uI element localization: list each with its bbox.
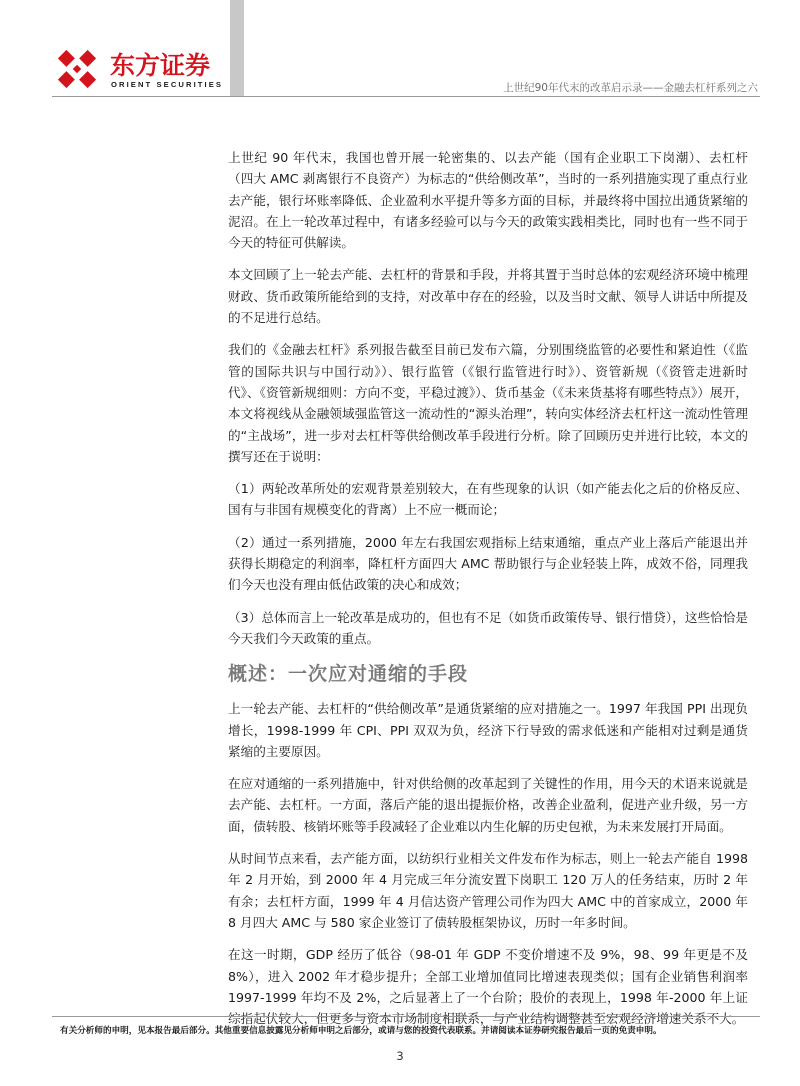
intro-paragraph: 我们的《金融去杠杆》系列报告截至目前已发布六篇，分别围绕监管的必要性和紧迫性（《监管的国际共识与中国行动》）、银行监管（《银行监管进行时》）、资管新规（《资管走进新时代》、《资管新规细则：方向不变，平稳过渡》）、货币基金（《未来货基将有哪些特点》）展开，本文将视线从金融领域强监管这一流动性的“源头治理”，转向实体经济去杠杆这一流动性管理的“主战场”，进一步对去杠杆等供给侧改革手段进行分析。除了回顾历史并进行比较，本文的撰写还在于说明： [228, 342, 748, 464]
intro-paragraph: 上世纪 90 年代末，我国也曾开展一轮密集的、以去产能（国有企业职工下岗潮）、去杠杆（四大 AMC 剥离银行不良资产）为标志的“供给侧改革”，当时的一系列措施实现了重点行业去产能，银行坏账率降低、企业盈利水平提升等多方面的目标，并最终将中国拉出通货紧缩的泥沼。在上一轮改革过程中，有诸多经验可以与今天的政策实践相类比，同时也有一些不同于今天的特征可供解读。 [228, 150, 748, 251]
report-series-title: 上世纪90年代末的改革启示录——金融去杠杆系列之六 [503, 82, 758, 94]
intro-point: （1）两轮改革所处的宏观背景差别较大，在有些现象的认识（如产能去化之后的价格反应、国有与非国有规模变化的背离）上不应一概而论； [228, 481, 748, 518]
footer-divider [52, 1016, 760, 1017]
section-heading: 概述：一次应对通缩的手段 [228, 663, 469, 686]
company-logo [52, 44, 222, 94]
header-divider [52, 96, 760, 97]
section-paragraph: 从时间节点来看，去产能方面，以纺织行业相关文件发布作为标志，则上一轮去产能自 1998 年 2 月开始，到 2000 年 4 月完成三年分流安置下岗职工 120 万人的任务结束，历时 2 年有余；去杠杆方面，1999 年 4 月信达资产管理公司作为四大 AMC 中的首家成立，2000 年 8 月四大 AMC 与 580 家企业签订了债转股框架协议，历时一年多时间。 [228, 851, 748, 930]
report-body [228, 147, 748, 1040]
section-paragraph: 在这一时期，GDP 经历了低谷（98-01 年 GDP 不变价增速不及 9%，98、99 年更是不及 8%），进入 2002 年才稳步提升；全部工业增加值同比增速表现类似；国有企业销售利润率 1997-1999 年均不及 2%，之后显著上了一个台阶；股价的表现上，1998 年-2000 年上证综指起伏较大，但更多与资本市场制度相联系，与产业结构调整甚至宏观经济增速关系不大。 [228, 947, 748, 1027]
footer-disclaimer: 有关分析师的申明，见本报告最后部分。其他重要信息披露见分析师申明之后部分，或请与您的投资代表联系。并请阅读本证券研究报告最后一页的免责申明。 [60, 1026, 662, 1036]
section-paragraph: 在应对通缩的一系列措施中，针对供给侧的改革起到了关键性的作用，用今天的术语来说就是去产能、去杠杆。一方面，落后产能的退出提振价格，改善企业盈利，促进产业升级，另一方面，债转股、核销坏账等手段减轻了企业难以内生化解的历史包袱，为未来发展打开局面。 [228, 776, 748, 834]
logo-chinese-name: 东方证券 [110, 51, 211, 80]
header-accent-bar [230, 0, 244, 97]
intro-point: （2）通过一系列措施，2000 年左右我国宏观指标上结束通缩，重点产业上落后产能退出并获得长期稳定的利润率，降杠杆方面四大 AMC 帮助银行与企业轻装上阵，成效不俗，同理我们今天也没有理由低估政策的决心和成效； [228, 534, 748, 593]
intro-paragraph: 本文回顾了上一轮去产能、去杠杆的背景和手段，并将其置于当时总体的宏观经济环境中梳理财政、货币政策所能给到的支持，对改革中存在的经验，以及当时文献、领导人讲话中所提及的不足进行总结。 [228, 267, 748, 326]
page-number: 3 [396, 1049, 404, 1063]
section-paragraph: 上一轮去产能、去杠杆的“供给侧改革”是通货紧缩的应对措施之一。1997 年我国 PPI 出现负增长，1998-1999 年 CPI、PPI 双双为负，经济下行导致的需求低迷和产能相对过剩是通货紧缩的主要原因。 [228, 701, 748, 759]
orient-securities-logo-icon [52, 44, 102, 94]
logo-english-name: ORIENT SECURITIES [111, 80, 224, 89]
intro-point: （3）总体而言上一轮改革是成功的，但也有不足（如货币政策传导、银行惜贷），这些恰恰是今天我们今天政策的重点。 [228, 609, 748, 646]
